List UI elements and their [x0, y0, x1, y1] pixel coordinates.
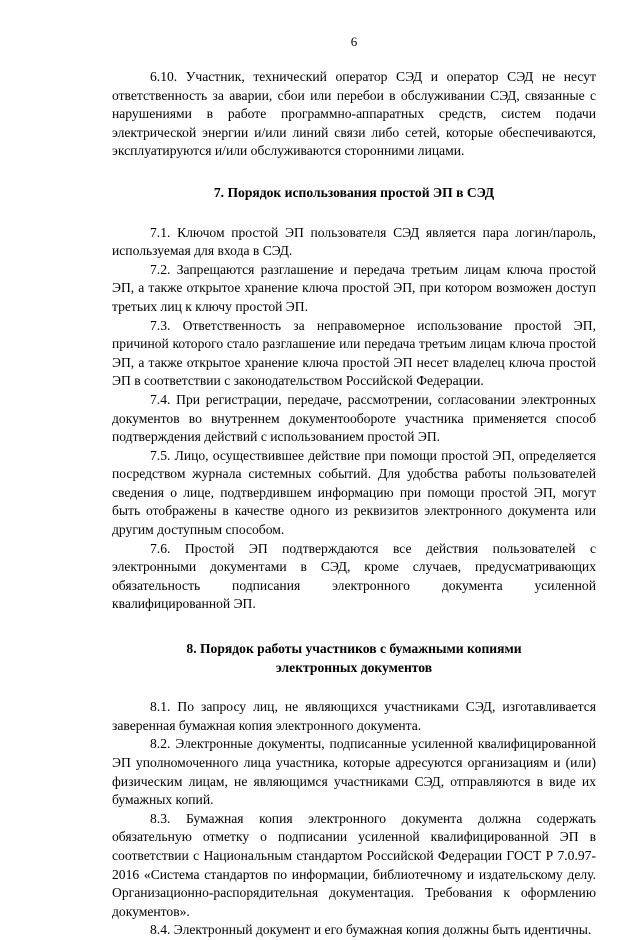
section-8-heading-line-2: электронных документов [275, 659, 433, 675]
paragraph-7-3: 7.3. Ответственность за неправомерное использование простой ЭП, причиной которого стало разглашение или передача третьим лицам ключа простой ЭП, а также открытое хранение ключа простой ЭП несет владелец ключа простой ЭП в соответствии с законодательством Российской Федерации. [112, 317, 596, 389]
paragraph-7-2: 7.2. Запрещаются разглашение и передача третьим лицам ключа простой ЭП, а также открытое хранение ключа простой ЭП, при котором возможен доступ третьих лиц к ключу простой ЭП. [112, 261, 596, 314]
page-number: 6 [350, 34, 358, 49]
paragraph-8-2: 8.2. Электронные документы, подписанные усиленной квалифицированной ЭП уполномоченного лица участника, которые адресуются организациям и (или) физическим лицам, не являющимся участниками СЭД, отправляются в виде их бумажных копий. [112, 736, 596, 808]
paragraph-7-4: 7.4. При регистрации, передаче, рассмотрении, согласовании электронных документов во внутреннем документообороте участника применяется способ подтверждения действий с использованием простой ЭП. [112, 391, 596, 445]
paragraph-7-5: 7.5. Лицо, осуществившее действие при помощи простой ЭП, определяется посредством журнала системных событий. Для удобства работы пользователей сведения о лице, подтвердившем информацию при помощи простой ЭП, могут быть отображены в качестве одного из реквизитов электронного документа или другим доступным способом. [112, 447, 596, 538]
paragraph-8-3: 8.3. Бумажная копия электронного документа должна содержать обязательную отметку о подписании усиленной квалифицированной ЭП в соответствии с Национальным стандартом Российской Федерации ГОСТ Р 7.0.97-2016 «Система стандартов по информации, библиотечному и издательскому делу. Организационно-распорядительная документация. Требования к оформлению документов». [112, 810, 596, 919]
paragraph-8-4: 8.4. Электронный документ и его бумажная копия должны быть идентичны. [150, 922, 592, 938]
paragraph-6-10: 6.10. Участник, технический оператор СЭД и оператор СЭД не несут ответственность за аварии, сбои или перебои в обслуживании СЭД, связанные с нарушениями в работе программно-аппаратных средств, систем подачи электрической энергии и/или линий связи либо сетей, которые обеспечиваются, эксплуатируются и/или обслуживаются сторонними лицами. [112, 69, 596, 159]
paragraph-8-1: 8.1. По запросу лиц, не являющихся участниками СЭД, изготавливается заверенная бумажная копия электронного документа. [112, 699, 596, 733]
document-page [112, 34, 596, 940]
section-7-heading: 7. Порядок использования простой ЭП в СЭД [213, 184, 495, 200]
section-8-heading-line-1: 8. Порядок работы участников с бумажными копиями [186, 641, 522, 657]
paragraph-7-6: 7.6. Простой ЭП подтверждаются все действия пользователей с электронными документами в СЭД, кроме случаев, предусматривающих обязательность подписания электронного документа усиленной квалифицированной ЭП. [112, 540, 596, 612]
paragraph-7-1: 7.1. Ключом простой ЭП пользователя СЭД является пара логин/пароль, используемая для входа в СЭД. [112, 224, 596, 259]
section-8-heading [112, 640, 596, 677]
